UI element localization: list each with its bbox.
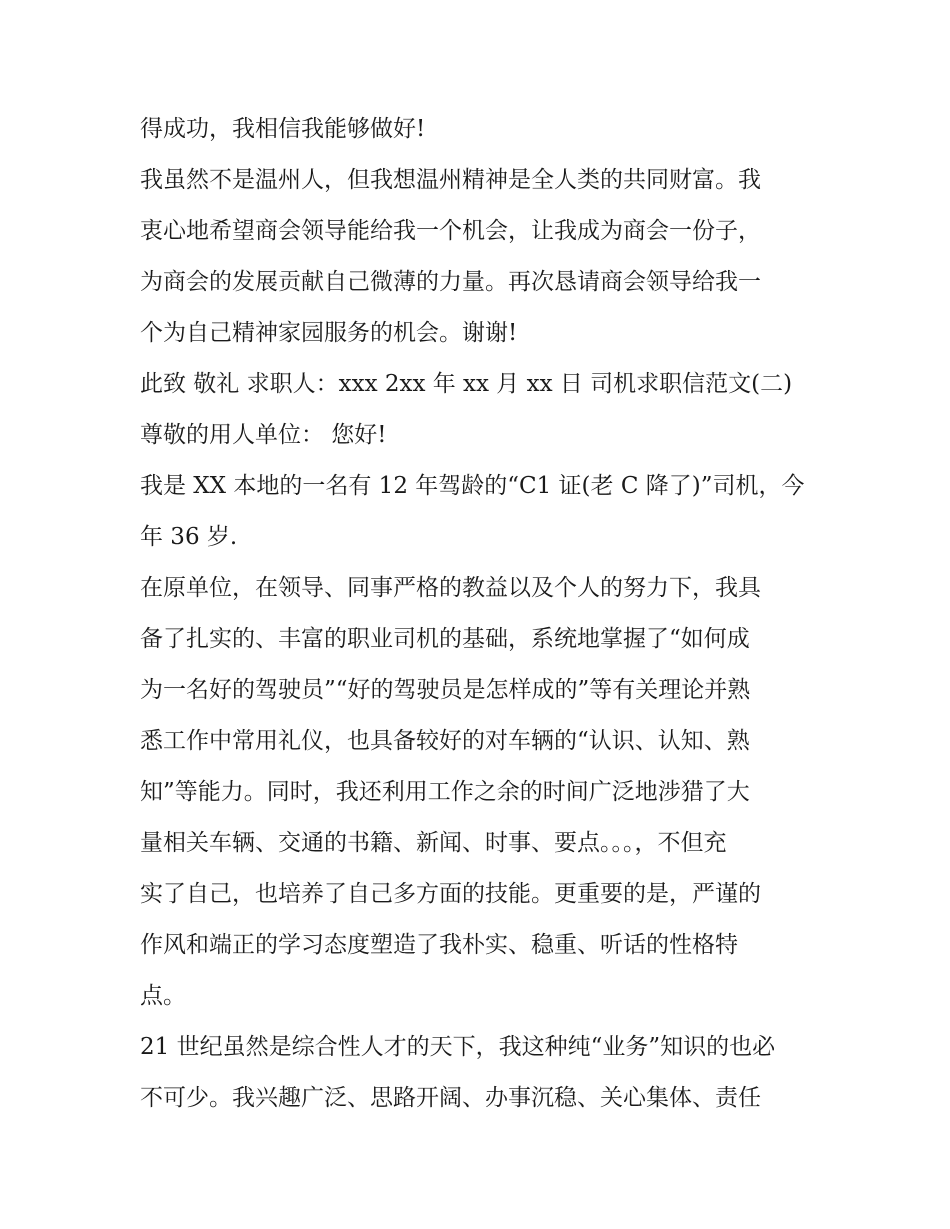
text-line: 知”等能力。同时，我还利用工作之余的时间广泛地涉猎了大 [140, 779, 750, 805]
text-line: 量相关车辆、交通的书籍、新闻、时事、要点。。。，不但充 [140, 830, 727, 856]
text-line: 备了扎实的、丰富的职业司机的基础，系统地掌握了“如何成 [140, 626, 750, 652]
text-line: 在原单位，在领导、同事严格的教益以及个人的努力下，我具 [140, 575, 761, 601]
text-line: 点。 [140, 983, 186, 1009]
text-line: 作风和端正的学习态度塑造了我朴实、稳重、听话的性格特 [140, 932, 738, 958]
text-line: 21 世纪虽然是综合性人才的天下，我这种纯“业务”知识的也必 [140, 1034, 776, 1060]
document-body [140, 104, 820, 1124]
text-line: 不可少。我兴趣广泛、思路开阔、办事沉稳、关心集体、责任 [140, 1085, 761, 1111]
text-line: 我虽然不是温州人，但我想温州精神是全人类的共同财富。我 [140, 167, 761, 193]
text-line: 此致 敬礼 求职人：xxx 2xx 年 xx 月 xx 日 司机求职信范文(二) [140, 371, 793, 397]
text-line: 个为自己精神家园服务的机会。谢谢! [140, 320, 518, 346]
text-line: 为一名好的驾驶员”“好的驾驶员是怎样成的”等有关理论并熟 [140, 677, 751, 703]
text-line: 得成功，我相信我能够做好! [140, 116, 426, 142]
text-line: 为商会的发展贡献自己微薄的力量。再次恳请商会领导给我一 [140, 269, 761, 295]
text-line: 尊敬的用人单位： 您好! [140, 422, 387, 448]
text-line: 悉工作中常用礼仪，也具备较好的对车辆的“认识、认知、熟 [140, 728, 750, 754]
text-line: 实了自己，也培养了自己多方面的技能。更重要的是，严谨的 [140, 881, 761, 907]
text-line: 衷心地希望商会领导能给我一个机会，让我成为商会一份子， [140, 218, 761, 244]
text-line: 年 36 岁. [140, 524, 238, 550]
text-line: 我是 XX 本地的一名有 12 年驾龄的“C1 证(老 C 降了)”司机，今 [140, 473, 805, 499]
